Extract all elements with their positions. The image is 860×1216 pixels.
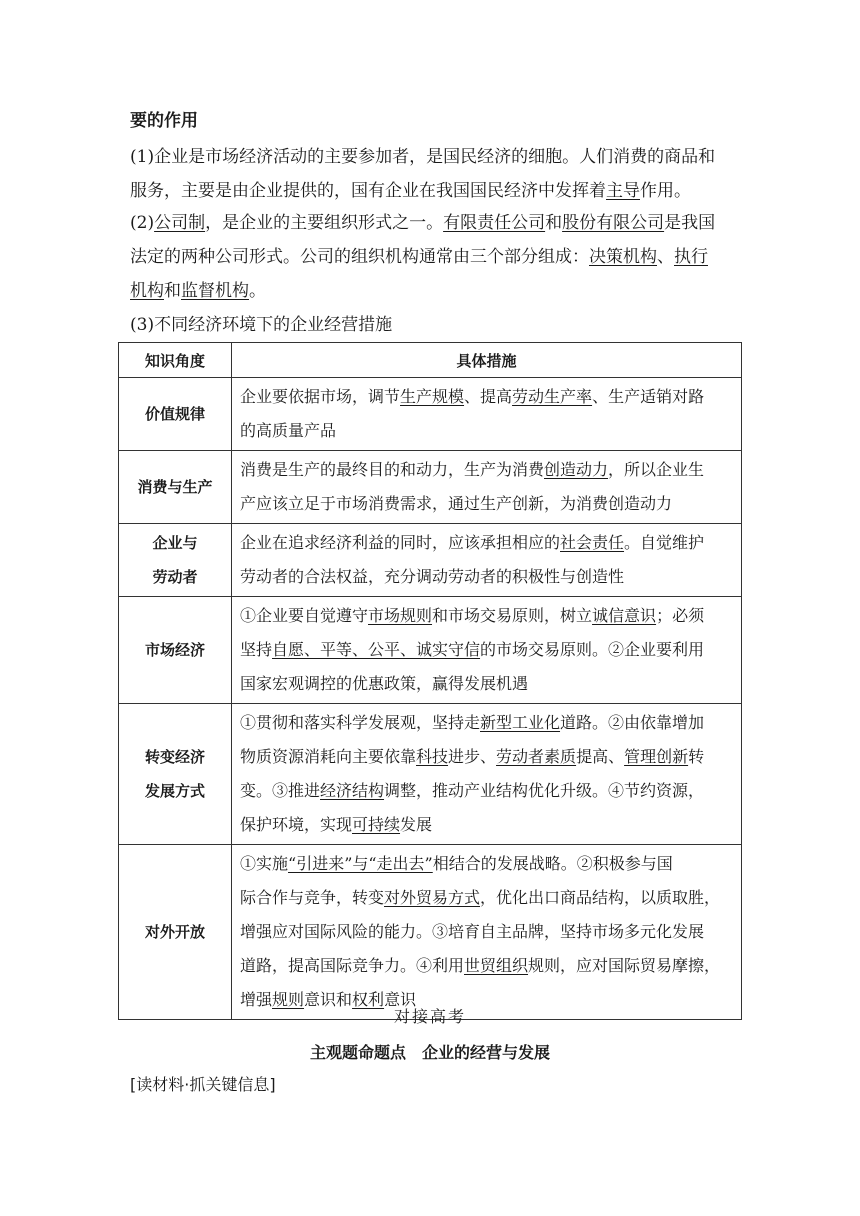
table-row — [119, 704, 742, 845]
text: 消费是生产的最终目的和动力，生产为消费 — [240, 460, 545, 479]
underlined-term: 生产规模 — [400, 387, 465, 406]
underlined-term: 对外贸易方式 — [384, 888, 481, 907]
text: 法定的两种公司形式。公司的组织机构通常由三个部分组成： — [130, 247, 589, 267]
text: 道路。②由依靠增加 — [560, 713, 705, 732]
text: 相结合的发展战略。②积极参与国 — [432, 854, 673, 873]
row-key-line: 转变经济 — [144, 748, 205, 766]
row-key-cell: 消费与生产 — [119, 451, 232, 524]
underlined-term: 市场规则 — [368, 606, 433, 625]
row-key-cell — [119, 704, 232, 845]
text: 企业在追求经济利益的同时，应该承担相应的 — [240, 533, 561, 552]
underlined-term: 经济结构 — [320, 781, 385, 800]
measure-line — [240, 881, 735, 915]
text: ；必须 — [656, 606, 705, 625]
header-knowledge-angle: 知识角度 — [119, 343, 232, 378]
text: 国家宏观调控的优惠政策，赢得发展机遇 — [240, 674, 529, 693]
text: 作用。 — [640, 181, 691, 201]
underlined-term: 权利 — [352, 990, 385, 1009]
underlined-term: 机构 — [130, 281, 164, 301]
text: ，是企业的主要组织形式之一。 — [205, 213, 444, 233]
measure-line — [240, 847, 735, 881]
text: 和 — [164, 281, 181, 301]
text: 、 — [657, 247, 674, 267]
text: 道路，提高国际竞争力。④利用 — [240, 956, 465, 975]
underlined-term: 劳动生产率 — [512, 387, 593, 406]
section-title: 对接高考 — [393, 1007, 466, 1026]
row-measure-cell — [232, 845, 742, 1020]
para1-line1: (1)企业是市场经济活动的主要参加者，是国民经济的细胞。人们消费的商品和 — [130, 147, 716, 167]
text: 是我国 — [664, 213, 716, 233]
underlined-term: 社会责任 — [560, 533, 625, 552]
measure-line — [240, 740, 735, 774]
text: 、生产适销对路 — [592, 387, 705, 406]
row-measure-cell — [232, 597, 742, 704]
text: 保护环境，实现 — [240, 815, 353, 834]
measure-line — [240, 915, 735, 949]
measure-line — [240, 808, 735, 842]
table-body — [119, 378, 742, 1020]
text: 的高质量产品 — [240, 421, 337, 440]
underlined-term: 股份有限公司 — [562, 213, 665, 233]
measure-line — [240, 487, 735, 521]
underlined-term: 可持续 — [352, 815, 401, 834]
underlined-term: 劳动者素质 — [496, 747, 577, 766]
header-specific-measures: 具体措施 — [232, 343, 742, 378]
row-key-cell: 市场经济 — [119, 597, 232, 704]
measure-line — [240, 706, 735, 740]
row-key-cell: 对外开放 — [119, 845, 232, 1020]
para1-line2 — [130, 180, 691, 202]
text: 转 — [688, 747, 705, 766]
underlined-term: 有限责任公司 — [443, 213, 546, 233]
table-header-row — [119, 343, 742, 378]
underlined-term: 自愿、平等、公平、诚实守信 — [272, 640, 481, 659]
text: 规则，应对国际贸易摩擦， — [528, 956, 721, 975]
text: 服务，主要是由企业提供的，国有企业在我国国民经济中发挥着 — [130, 181, 606, 201]
text: 意识 — [384, 990, 417, 1009]
underlined-term: “引进来”与“走出去” — [288, 854, 433, 873]
para2-line1 — [130, 212, 715, 234]
measure-line — [240, 560, 735, 594]
table-row — [119, 451, 742, 524]
underlined-term: 规则 — [272, 990, 305, 1009]
row-measure-cell — [232, 704, 742, 845]
text: 和市场交易原则，树立 — [432, 606, 593, 625]
para2-line3 — [130, 280, 266, 302]
bracket-label: [读材料·抓关键信息] — [130, 1075, 276, 1094]
text: 。 — [249, 281, 266, 301]
underlined-term: 决策机构 — [589, 247, 657, 267]
underlined-term: 诚信意识 — [592, 606, 657, 625]
underlined-term: 世贸组织 — [464, 956, 529, 975]
text: 增强应对国际风险的能力。③培育自主品牌，坚持市场多元化发展 — [240, 922, 705, 941]
row-key-cell: 价值规律 — [119, 378, 232, 451]
table-row — [119, 378, 742, 451]
row-measure-cell — [232, 524, 742, 597]
measure-line — [240, 949, 735, 983]
text: 增强 — [240, 990, 273, 1009]
text: ，所以企业生 — [608, 460, 705, 479]
text: 变。③推进 — [240, 781, 321, 800]
row-key-cell — [119, 524, 232, 597]
row-measure-cell — [232, 378, 742, 451]
underlined-term: 主导 — [606, 181, 640, 201]
text: 劳动者的合法权益，充分调动劳动者的积极性与创造性 — [240, 567, 625, 586]
row-key-line: 发展方式 — [144, 782, 205, 800]
underlined-term: 监督机构 — [181, 281, 249, 301]
row-key-line: 企业与 — [152, 534, 198, 552]
text: 和 — [545, 213, 563, 233]
text: 企业要依据市场，调节 — [240, 387, 401, 406]
underlined-term: 执行 — [674, 247, 708, 267]
text: 意识和 — [304, 990, 353, 1009]
underlined-term: 科技 — [416, 747, 449, 766]
text: 进步、 — [448, 747, 497, 766]
text: 际合作与竞争，转变 — [240, 888, 385, 907]
table-row — [119, 524, 742, 597]
text: 的市场交易原则。②企业要利用 — [480, 640, 705, 659]
text: ，优化出口商品结构，以质取胜， — [480, 888, 721, 907]
measure-line — [240, 414, 735, 448]
measures-table — [118, 342, 742, 1020]
underlined-term: 管理创新 — [624, 747, 689, 766]
table-row — [119, 845, 742, 1020]
measure-line — [240, 667, 735, 701]
measure-line — [240, 380, 735, 414]
measure-line — [240, 526, 735, 560]
table-row — [119, 597, 742, 704]
measure-line — [240, 633, 735, 667]
underlined-term: 创造动力 — [544, 460, 609, 479]
text: 。自觉维护 — [624, 533, 705, 552]
measure-line — [240, 774, 735, 808]
underlined-term: 公司制 — [154, 213, 206, 233]
top-heading: 要的作用 — [130, 111, 198, 131]
text: 、提高 — [464, 387, 513, 406]
sub-title: 主观题命题点 企业的经营与发展 — [309, 1043, 550, 1062]
text: ①贯彻和落实科学发展观，坚持走 — [240, 713, 481, 732]
text: 产应该立足于市场消费需求，通过生产创新，为消费创造动力 — [240, 494, 673, 513]
text: 坚持 — [240, 640, 273, 659]
text: 发展 — [400, 815, 433, 834]
row-measure-cell — [232, 451, 742, 524]
text: 提高、 — [576, 747, 625, 766]
underlined-term: 新型工业化 — [480, 713, 561, 732]
measure-line — [240, 453, 735, 487]
row-key-line: 劳动者 — [152, 568, 198, 586]
para2-line2 — [130, 246, 708, 268]
text: ①企业要自觉遵守 — [240, 606, 369, 625]
para3-line: (3)不同经济环境下的企业经营措施 — [130, 315, 393, 335]
text: ①实施 — [240, 854, 289, 873]
text: 调整，推动产业结构优化升级。④节约资源， — [384, 781, 705, 800]
text: 物质资源消耗向主要依靠 — [240, 747, 417, 766]
measure-line — [240, 599, 735, 633]
text: (2) — [130, 213, 155, 233]
